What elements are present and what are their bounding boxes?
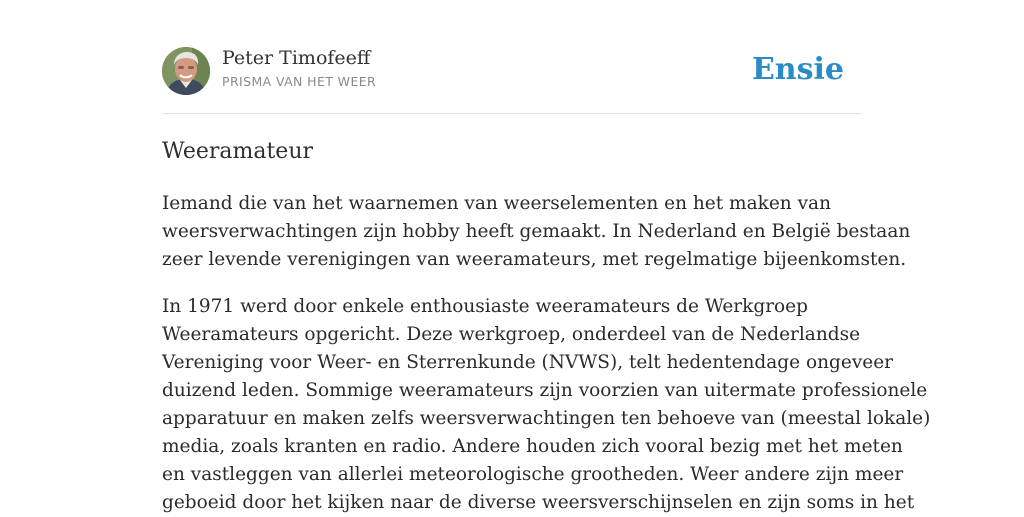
paragraph-line: duizend leden. Sommige weeramateurs zijn voorzien van uitermate professionele (162, 380, 928, 401)
paragraph-line: In 1971 werd door enkele enthousiaste weeramateurs de Werkgroep (162, 296, 808, 317)
article-title: Weeramateur (162, 139, 314, 164)
paragraph-line: media, zoals kranten en radio. Andere houden zich vooral bezig met het meten (162, 436, 903, 457)
article-body (162, 190, 931, 517)
article-paragraph (162, 293, 931, 517)
paragraph-line: geboeid door het kijken naar de diverse weersverschijnselen en zijn soms in het (162, 492, 915, 513)
author-name[interactable]: Peter Timofeeff (222, 47, 371, 69)
paragraph-line: apparatuur en maken zelfs weersverwachtingen ten behoeve van (meestal lokale) (162, 408, 931, 429)
paragraph-line: weersverwachtingen zijn hobby heeft gemaakt. In Nederland en België bestaan (162, 221, 911, 242)
paragraph-line: zeer levende verenigingen van weeramateurs, met regelmatige bijeenkomsten. (162, 249, 907, 270)
author-subtitle[interactable]: PRISMA VAN HET WEER (222, 74, 377, 89)
brand-logo[interactable]: Ensie (751, 52, 844, 87)
paragraph-line: en vastleggen van allerlei meteorologische grootheden. Weer andere zijn meer (162, 464, 904, 485)
author-avatar[interactable] (162, 47, 210, 95)
author-photo-icon (162, 47, 210, 95)
article-paragraph (162, 190, 911, 274)
paragraph-line: Vereniging voor Weer- en Sterrenkunde (NVWS), telt hedentendage ongeveer (162, 352, 894, 373)
paragraph-line: Iemand die van het waarnemen van weerselementen en het maken van (162, 193, 831, 214)
paragraph-line: Weeramateurs opgericht. Deze werkgroep, onderdeel van de Nederlandse (162, 324, 861, 345)
header-divider (162, 113, 862, 114)
article-header (162, 46, 862, 96)
article-page (162, 0, 931, 513)
